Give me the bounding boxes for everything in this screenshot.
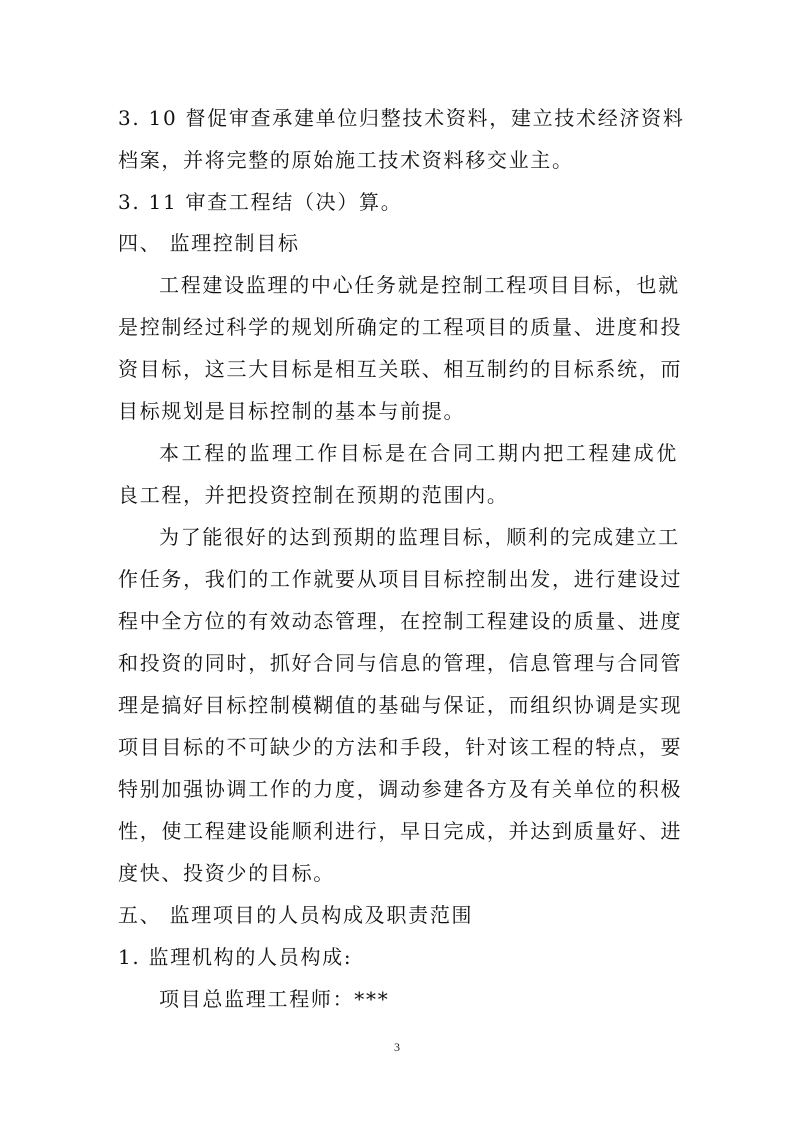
paragraph-1-line-2: 是控制经过科学的规划所确定的工程项目的质量、进度和投 <box>118 315 683 339</box>
paragraph-2-line-2: 良工程，并把投资控制在预期的范围内。 <box>118 483 509 507</box>
paragraph-3-line-2: 作任务，我们的工作就要从项目目标控制出发，进行建设过 <box>118 567 683 591</box>
paragraph-1-line-4: 目标规划是目标控制的基本与前提。 <box>118 399 466 423</box>
section-heading-5: 五、 监理项目的人员构成及职责范围 <box>118 903 474 927</box>
paragraph-3-line-7: 特别加强协调工作的力度，调动参建各方及有关单位的积极 <box>118 777 683 801</box>
paragraph-3-line-8: 性，使工程建设能顺利进行，早日完成，并达到质量好、进 <box>118 819 683 843</box>
text-line-3-11: 3. 11 审查工程结（决）算。 <box>118 190 403 214</box>
paragraph-1-line-3: 资目标，这三大目标是相互关联、相互制约的目标系统，而 <box>118 357 683 381</box>
subsection-heading-1: 1. 监理机构的人员构成: <box>118 945 353 969</box>
paragraph-2-line-1: 本工程的监理工作目标是在合同工期内把工程建成优 <box>159 441 678 465</box>
paragraph-3-line-5: 理是搞好目标控制模糊值的基础与保证，而组织协调是实现 <box>118 693 683 717</box>
paragraph-3-line-4: 和投资的同时，抓好合同与信息的管理，信息管理与合同管 <box>118 651 683 675</box>
text-line-3-10: 3. 10 督促审查承建单位归整技术资料，建立技术经济资料 <box>118 106 685 130</box>
page-number: 3 <box>394 1040 400 1054</box>
paragraph-3-line-1: 为了能很好的达到预期的监理目标，顺利的完成建立工 <box>159 525 680 549</box>
paragraph-3-line-3: 程中全方位的有效动态管理，在控制工程建设的质量、进度 <box>118 609 683 633</box>
chief-engineer-line: 项目总监理工程师：*** <box>159 987 390 1011</box>
section-heading-4: 四、 监理控制目标 <box>118 231 300 255</box>
text-line-3-10-cont: 档案，并将完整的原始施工技术资料移交业主。 <box>118 148 574 172</box>
paragraph-3-line-9: 度快、投资少的目标。 <box>118 861 335 885</box>
paragraph-3-line-6: 项目目标的不可缺少的方法和手段，针对该工程的特点，要 <box>118 735 683 759</box>
paragraph-1-line-1: 工程建设监理的中心任务就是控制工程项目目标，也就 <box>159 273 680 297</box>
